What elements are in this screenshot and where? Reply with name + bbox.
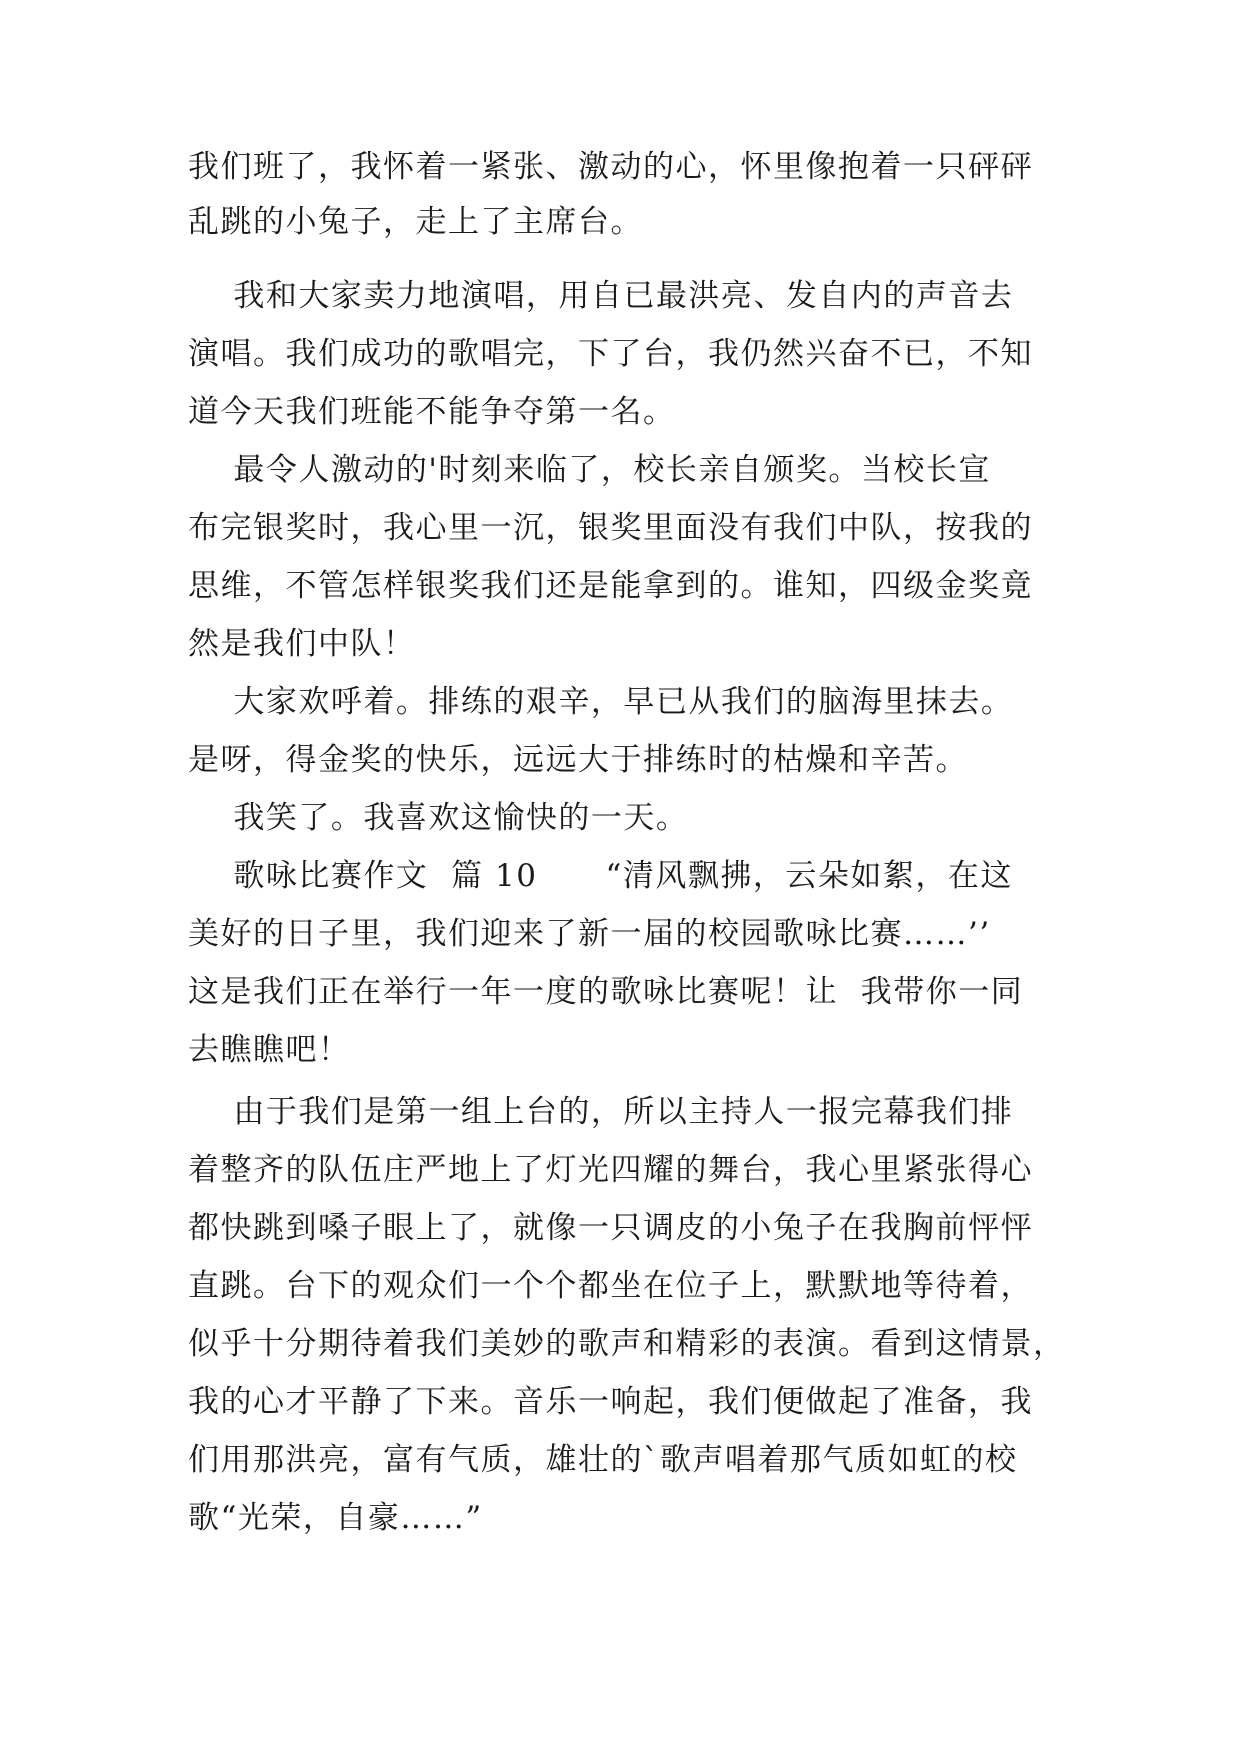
text-line: 我的心才平静了下来。音乐一响起，我们便做起了准备，我	[188, 1384, 1033, 1420]
text-line: 我们班了，我怀着一紧张、激动的心，怀里像抱着一只砰砰	[188, 149, 1033, 185]
text-line: 演唱。我们成功的歌唱完，下了台，我仍然兴奋不已，不知	[188, 336, 1033, 372]
text-line: 最令人激动的'时刻来临了，校长亲自颁奖。当校长宣	[188, 452, 991, 488]
text-line: 由于我们是第一组上台的，所以主持人一报完幕我们排	[188, 1094, 1014, 1130]
text-line: 布完银奖时，我心里一沉，银奖里面没有我们中队，按我的	[188, 510, 1033, 546]
text-line: 直跳。台下的观众们一个个都坐在位子上，默默地等待着，	[188, 1268, 1033, 1304]
text-line: 是呀，得金奖的快乐，远远大于排练时的枯燥和辛苦。	[188, 742, 968, 778]
text-line: 然是我们中队！	[188, 626, 416, 662]
text-line: 这是我们正在举行一年一度的歌咏比赛呢！让 我带你一同	[188, 974, 1024, 1010]
text-line: 道今天我们班能不能争夺第一名。	[188, 394, 676, 430]
text-line: 都快跳到嗓子眼上了，就像一只调皮的小兔子在我胸前怦怦	[188, 1210, 1033, 1246]
text-line: 乱跳的小兔子，走上了主席台。	[188, 204, 643, 240]
text-line: 大家欢呼着。排练的艰辛，早已从我们的脑海里抹去。	[188, 684, 1014, 720]
text-line: 我笑了。我喜欢这愉快的一天。	[188, 800, 689, 836]
text-line: 我和大家卖力地演唱，用自已最洪亮、发自内的声音去	[188, 278, 1014, 314]
text-line: 们用那洪亮，富有气质，雄壮的`歌声唱着那气质如虹的校	[188, 1442, 1018, 1478]
text-line: 思维，不管怎样银奖我们还是能拿到的。谁知，四级金奖竟	[188, 568, 1033, 604]
text-line: 去瞧瞧吧！	[188, 1032, 351, 1068]
text-line: 歌“光荣，自豪……”	[188, 1500, 483, 1536]
text-line: 歌咏比赛作文 篇 10 “清风飘拂，云朵如絮，在这	[188, 858, 1013, 894]
text-line: 着整齐的队伍庄严地上了灯光四耀的舞台，我心里紧张得心	[188, 1152, 1033, 1188]
text-line: 似乎十分期待着我们美妙的歌声和精彩的表演。看到这情景，	[188, 1326, 1066, 1362]
text-line: 美好的日子里，我们迎来了新一届的校园歌咏比赛……’’	[188, 916, 991, 952]
